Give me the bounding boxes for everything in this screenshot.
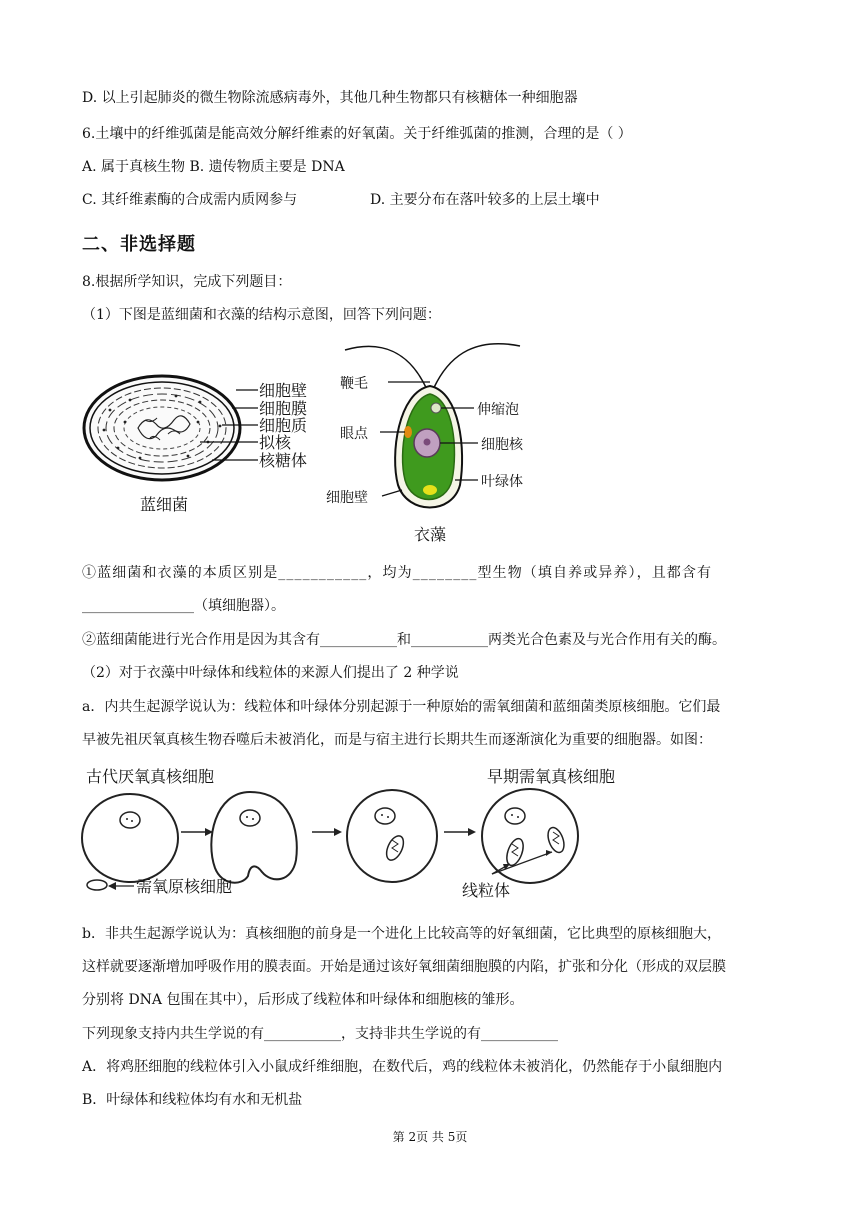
page-footer: 第 2页 共 5页 — [392, 1130, 468, 1144]
item1-text: ①蓝细菌和衣藻的本质区别是___________，均为________型生物（填自养或异养），且都含有 — [82, 565, 713, 581]
endosymbiosis-figure — [0, 760, 860, 900]
chlamy-label-contractile-vacuole: 伸缩泡 — [477, 402, 519, 418]
mitochondria-label: 线粒体 — [462, 881, 511, 900]
question-6: 6.土壤中的纤维弧菌是能高效分解纤维素的好氧菌。关于纤维弧菌的推测，合理的是（ ） — [82, 126, 632, 142]
question-8-1-item1-line2: ________________（填细胞器）。 — [82, 598, 285, 614]
early-aerobic-label: 早期需氧真核细胞 — [487, 767, 616, 786]
question-8-part-2: （2）对于衣藻中叶绿体和线粒体的来源人们提出了 2 种学说 — [82, 665, 459, 681]
cell-stage-1 — [82, 794, 178, 882]
cyano-label-ribosome: 核糖体 — [259, 451, 308, 470]
theory-b-line2: 这样就要逐渐增加呼吸作用的膜表面。开始是通过该好氧细菌细胞膜的内陷，扩张和分化（形成的双层膜 — [82, 959, 726, 975]
cell-stage-3 — [347, 790, 437, 882]
question-8-1-item2: ②蓝细菌能进行光合作用是因为其含有___________和___________两类光合色素及与光合作用有关的酶。 — [82, 632, 726, 648]
chlamy-caption: 衣藻 — [414, 525, 447, 544]
section-heading: 二、非选择题 — [82, 234, 196, 255]
cyano-caption: 蓝细菌 — [140, 495, 189, 514]
theory-a-line1: a．内共生起源学说认为：线粒体和叶绿体分别起源于一种原始的需氧细菌和蓝细菌类原核细胞。它们最 — [82, 699, 721, 715]
chlamy-label-eyespot: 眼点 — [340, 426, 368, 442]
theory-b-line3: 分别将 DNA 包围在其中），后形成了线粒体和叶绿体和细胞核的雏形。 — [82, 992, 524, 1008]
option-b: B．叶绿体和线粒体均有水和无机盐 — [82, 1092, 303, 1108]
chlamy-label-nucleus: 细胞核 — [481, 437, 523, 453]
cyano-label-nucleoid: 拟核 — [259, 433, 292, 452]
support-question: 下列现象支持内共生学说的有___________，支持非共生学说的有___________ — [82, 1026, 558, 1042]
cyano-label-cytoplasm: 细胞质 — [259, 416, 308, 435]
aerobic-prokaryote-label: 需氧原核细胞 — [136, 877, 233, 896]
question-6-option-c: C. 其纤维素酶的合成需内质网参与 — [82, 192, 298, 208]
theory-b-line1: b．非共生起源学说认为：真核细胞的前身是一个进化上比较高等的好氧细菌，它比典型的原核细胞大， — [82, 926, 721, 942]
cell-stage-2 — [211, 792, 296, 883]
cyano-label-cell-membrane: 细胞膜 — [259, 399, 308, 418]
theory-a-line2: 早被先祖厌氧真核生物吞噬后未被消化，而是与宿主进行长期共生而逐渐演化为重要的细胞器。如图： — [82, 732, 712, 748]
question-8-part-1: （1）下图是蓝细菌和衣藻的结构示意图，回答下列问题： — [82, 307, 441, 323]
option-d-line: D. 以上引起肺炎的微生物除流感病毒外，其他几种生物都只有核糖体一种细胞器 — [82, 90, 578, 106]
cyanobacterium-diagram — [84, 376, 307, 514]
question-6-options-ab: A. 属于真核生物 B. 遗传物质主要是 DNA — [82, 159, 345, 175]
chlamy-label-flagellum: 鞭毛 — [340, 376, 368, 392]
question-8-1-item1-line1 — [82, 563, 778, 583]
chlamy-label-cell-wall: 细胞壁 — [326, 490, 368, 506]
question-8: 8.根据所学知识，完成下列题目： — [82, 274, 292, 290]
ancient-anaerobic-label: 古代厌氧真核细胞 — [86, 767, 215, 786]
cell-structure-figure — [0, 330, 860, 550]
question-6-option-d: D. 主要分布在落叶较多的上层土壤中 — [370, 192, 600, 208]
chlamy-label-chloroplast: 叶绿体 — [481, 474, 523, 490]
chlamydomonas-diagram — [326, 344, 524, 544]
cell-stage-4 — [482, 789, 578, 883]
cyano-label-cell-wall: 细胞壁 — [259, 381, 308, 400]
option-a: A．将鸡胚细胞的线粒体引入小鼠成纤维细胞，在数代后，鸡的线粒体未被消化，仍然能存于小鼠细胞内 — [82, 1059, 723, 1075]
